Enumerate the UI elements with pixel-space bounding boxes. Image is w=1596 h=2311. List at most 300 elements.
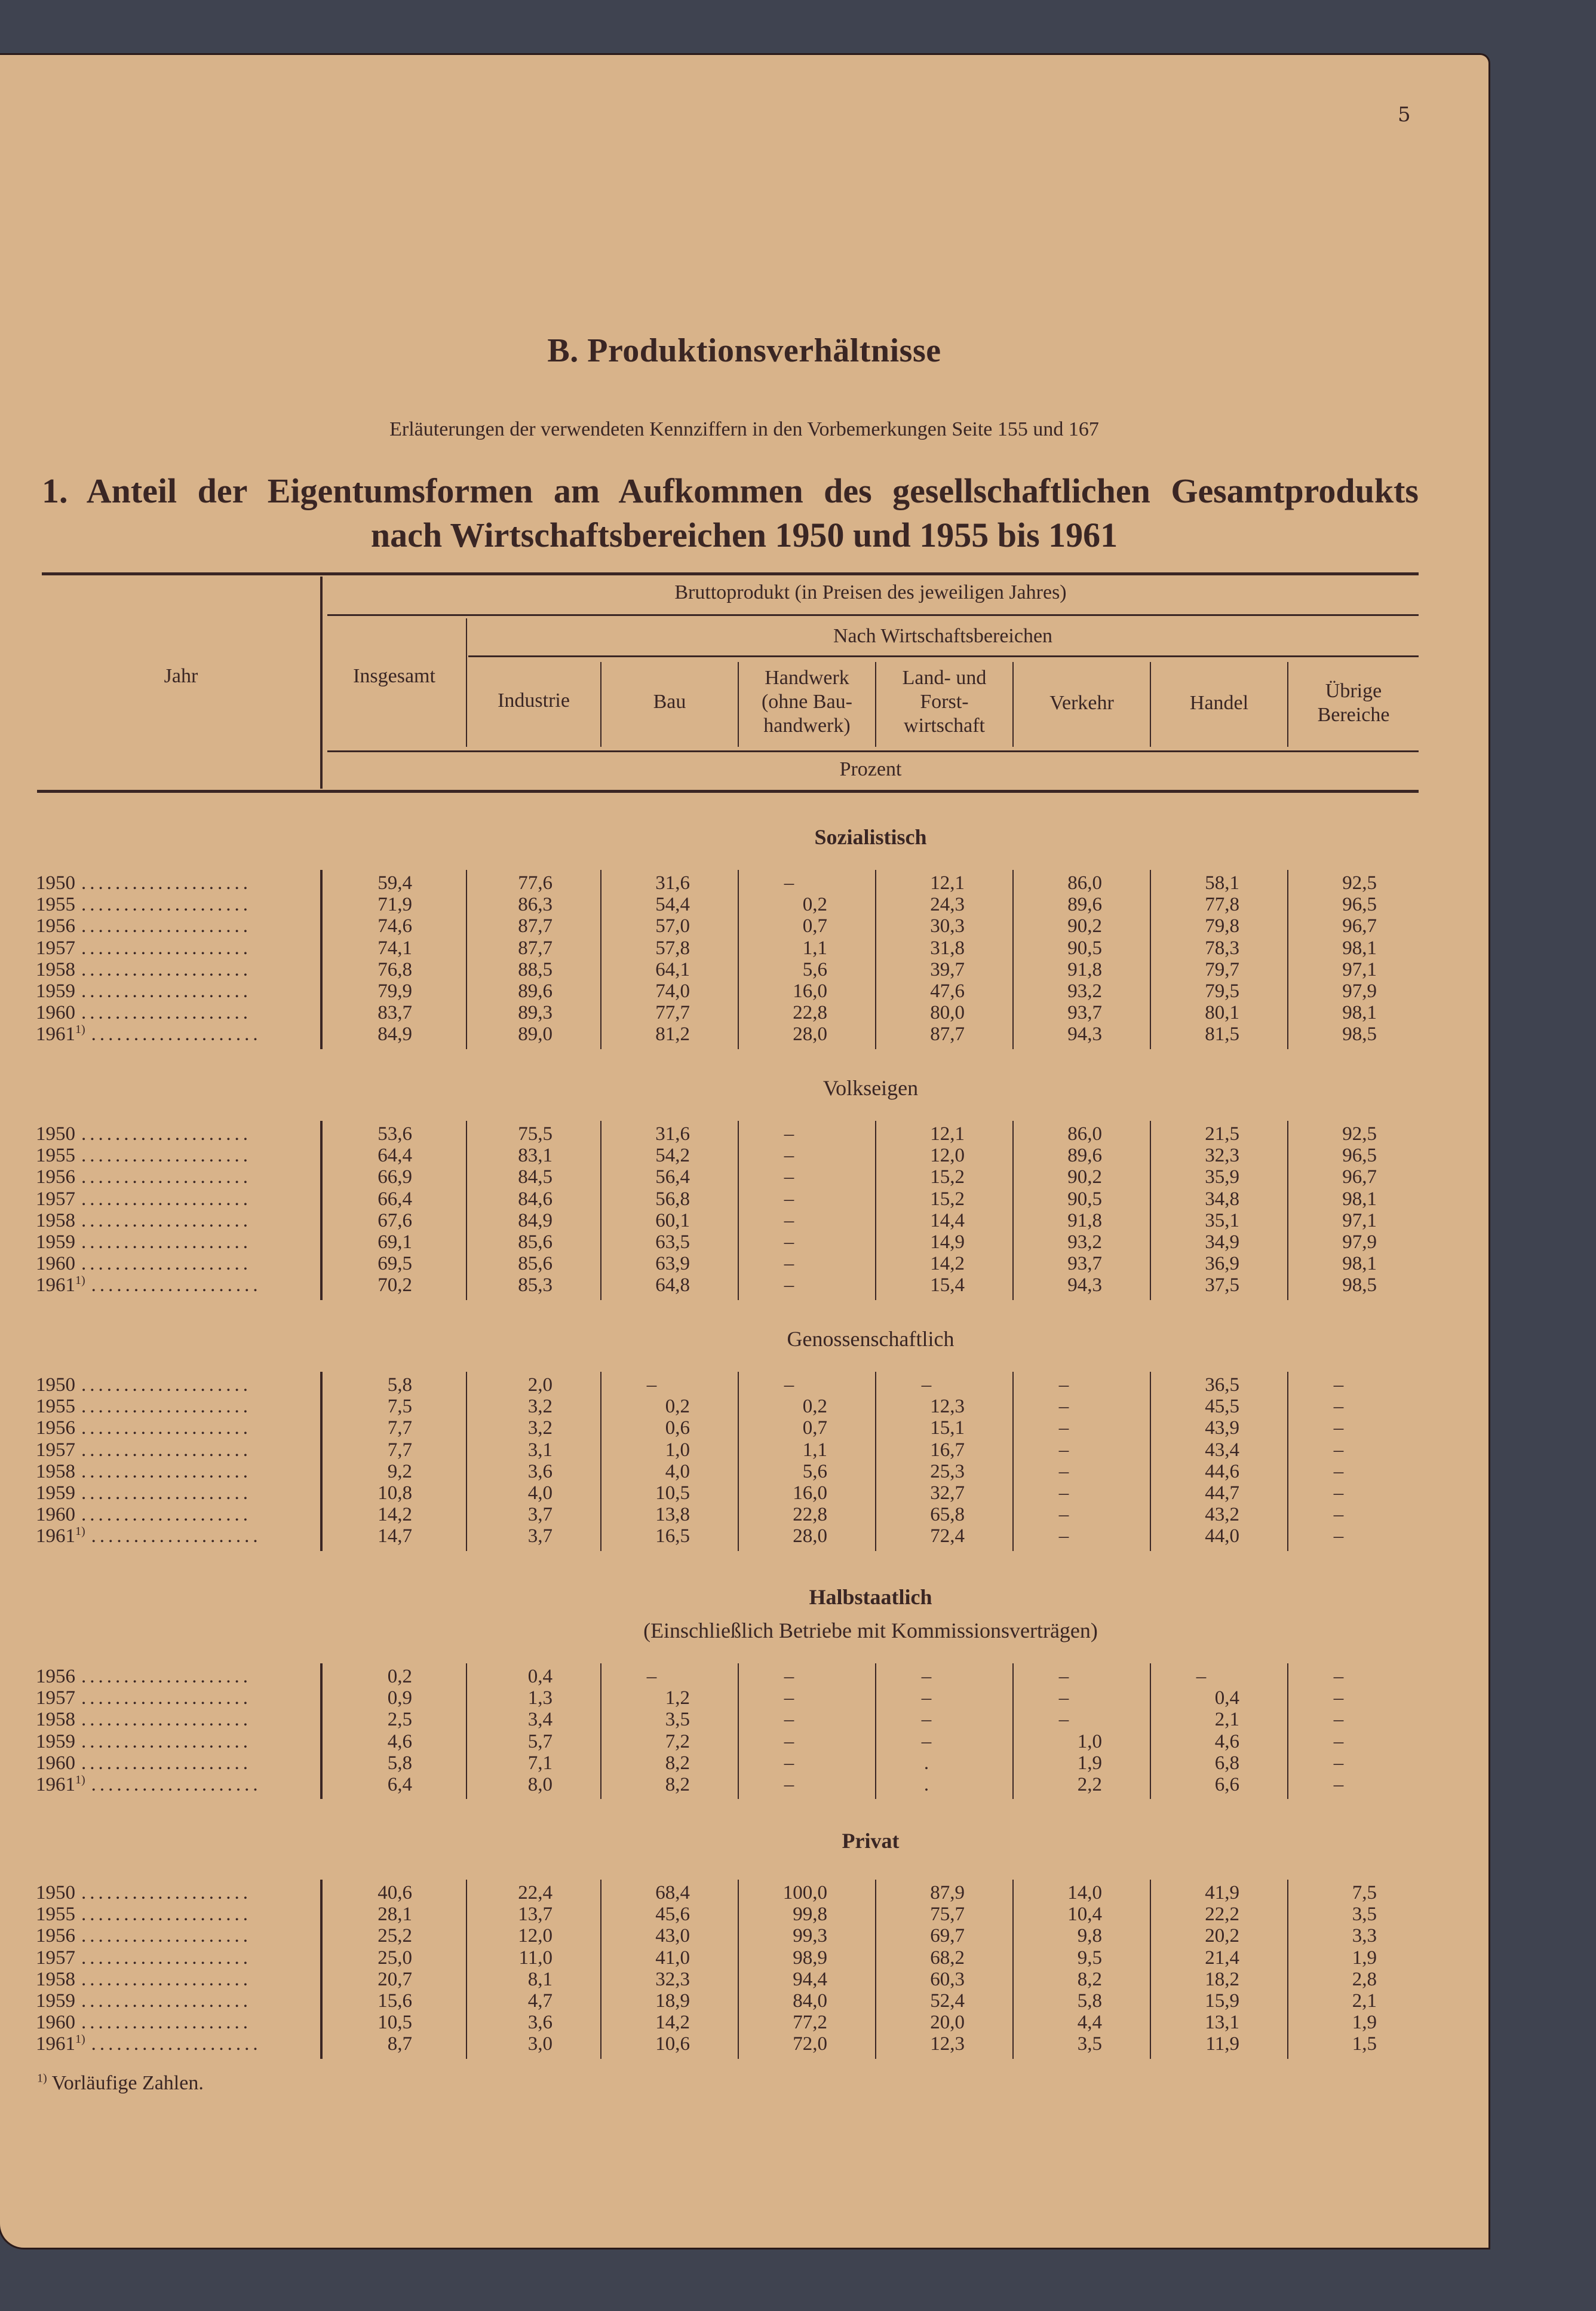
year-label: 1959 [36, 1730, 75, 1752]
table-cell: 12,3 [930, 1396, 965, 1418]
table-cell: – [1058, 1460, 1069, 1482]
table-cell: – [921, 1709, 932, 1731]
table-row [36, 1461, 1422, 1482]
table-cell: 44,7 [1205, 1482, 1239, 1504]
table-cell: – [1333, 1396, 1344, 1418]
table-cell: 57,8 [655, 937, 690, 959]
table-cell: – [784, 1253, 794, 1275]
table-cell: 12,3 [930, 2033, 965, 2055]
row-year [36, 1274, 287, 1296]
table-cell: 5,7 [527, 1730, 553, 1752]
table-cell: 9,5 [1077, 1947, 1102, 1969]
section-title: B. Produktionsverhältnisse [547, 332, 941, 369]
table-cell: 22,2 [1205, 1904, 1239, 1926]
table-cell: – [1333, 1504, 1344, 1526]
header-handwerk-line: handwerk) [763, 715, 851, 737]
table-cell: 22,4 [518, 1882, 553, 1904]
leader-dots: .................... [81, 1666, 251, 1687]
row-year [36, 2033, 287, 2055]
table-cell: 97,9 [1342, 1231, 1377, 1253]
table-cell: 85,6 [518, 1253, 553, 1275]
table-cell: 96,5 [1342, 1145, 1377, 1167]
table-cell: 4,7 [527, 1990, 553, 2012]
table-cell: 77,8 [1205, 894, 1239, 916]
table-cell: 20,7 [377, 1968, 412, 1990]
table-row [36, 1231, 1422, 1253]
table-cell: – [784, 1730, 794, 1752]
table-row [36, 1752, 1422, 1774]
table-cell: 3,0 [527, 2033, 553, 2055]
table-cell: – [1333, 1439, 1344, 1461]
table-cell: 15,1 [930, 1417, 965, 1439]
leader-dots: .................... [81, 1231, 251, 1253]
table-cell: – [784, 1752, 794, 1774]
rule-below-bruttoprodukt [327, 614, 1419, 616]
row-year [36, 1002, 287, 1023]
table-cell: 68,2 [930, 1947, 965, 1969]
table-row [36, 1210, 1422, 1231]
table-cell: 37,5 [1205, 1274, 1239, 1297]
table-cell: 64,4 [377, 1145, 412, 1167]
table-cell: 39,7 [930, 958, 965, 980]
table-cell: 70,2 [377, 1274, 412, 1297]
table-cell: 72,4 [930, 1525, 965, 1547]
table-row [36, 2012, 1422, 2033]
table-cell: 90,5 [1067, 937, 1102, 959]
table-cell: 4,0 [527, 1482, 553, 1504]
table-cell: 34,9 [1205, 1231, 1239, 1253]
table-cell: 14,9 [930, 1231, 965, 1253]
table-cell: 63,9 [655, 1253, 690, 1275]
table-cell: 16,5 [655, 1525, 690, 1547]
row-year [36, 1882, 287, 1904]
table-cell: 9,8 [1077, 1925, 1102, 1947]
table-cell: – [1333, 1774, 1344, 1795]
leader-dots: .................... [91, 1274, 262, 1297]
row-year [36, 1731, 287, 1752]
table-cell: 87,7 [518, 915, 553, 937]
table-cell: 79,5 [1205, 980, 1239, 1002]
table-row [36, 1709, 1422, 1730]
table-cell: 0,6 [665, 1417, 690, 1439]
block-title: Halbstaatlich [809, 1585, 932, 1609]
header-bruttoprodukt: Bruttoprodukt (in Preisen des jeweiligen Jahres) [674, 581, 1067, 603]
table-row [36, 1947, 1422, 1969]
table-cell: 10,5 [655, 1482, 690, 1504]
row-year [36, 1374, 287, 1396]
table-cell: 7,7 [387, 1439, 412, 1461]
table-cell: 58,1 [1205, 872, 1239, 894]
table-row [36, 2033, 1422, 2055]
table-cell: 15,2 [930, 1188, 965, 1210]
row-year [36, 2012, 287, 2033]
table-row [36, 1374, 1422, 1396]
year-label: 1961 [36, 1023, 75, 1046]
table-cell: 32,3 [1205, 1145, 1239, 1167]
row-year [36, 1752, 287, 1774]
table-cell: 53,6 [377, 1123, 412, 1145]
year-label: 1958 [36, 958, 75, 980]
leader-dots: .................... [81, 1188, 251, 1210]
leader-dots: .................... [81, 1482, 251, 1504]
table-cell: 13,1 [1205, 2012, 1239, 2034]
table-cell: 99,8 [793, 1904, 827, 1926]
table-cell: 31,8 [930, 937, 965, 959]
table-cell: – [1333, 1460, 1344, 1482]
table-row [36, 1925, 1422, 1947]
leader-dots: .................... [91, 2033, 262, 2055]
table-cell: 74,1 [377, 937, 412, 959]
table-cell: 22,8 [793, 1002, 827, 1024]
row-year [36, 1123, 287, 1145]
table-cell: 66,9 [377, 1166, 412, 1188]
table-cell: 90,5 [1067, 1188, 1102, 1210]
header-uebrige [1288, 679, 1419, 727]
row-year [36, 1525, 287, 1547]
table-cell: 98,5 [1342, 1274, 1377, 1297]
year-label: 1950 [36, 1123, 75, 1145]
table-cell: 77,2 [793, 2012, 827, 2034]
table-cell: – [784, 1666, 794, 1687]
year-label: 1959 [36, 1990, 75, 2012]
top-rule [42, 572, 1419, 575]
header-verkehr: Verkehr [1049, 692, 1114, 714]
table-cell: 88,5 [518, 958, 553, 980]
table-cell: 34,8 [1205, 1188, 1239, 1210]
table-cell: – [1058, 1396, 1069, 1418]
leader-dots: .................... [81, 1882, 251, 1904]
table-row [36, 1882, 1422, 1904]
table-row [36, 1417, 1422, 1439]
table-cell: 1,5 [1352, 2033, 1377, 2055]
table-cell: 12,1 [930, 872, 965, 894]
table-row [36, 980, 1422, 1002]
leader-dots: .................... [91, 1023, 262, 1046]
table-cell: 96,7 [1342, 915, 1377, 937]
header-uebrige-line: Bereiche [1317, 704, 1390, 726]
leader-dots: .................... [81, 1709, 251, 1731]
table-row [36, 1525, 1422, 1547]
table-cell: 3,7 [527, 1525, 553, 1547]
footnote-text: Vorläufige Zahlen. [51, 2072, 204, 2094]
table-cell: 5,8 [387, 1374, 412, 1396]
table-row [36, 1969, 1422, 1990]
row-year [36, 1253, 287, 1274]
table-cell: 54,2 [655, 1145, 690, 1167]
table-row [36, 1023, 1422, 1045]
header-land-forst [876, 666, 1012, 738]
table-cell: 1,1 [802, 937, 827, 959]
block-title: Volkseigen [822, 1076, 919, 1100]
footnote-marker: 1) [75, 1274, 85, 1288]
table-cell: 3,5 [665, 1709, 690, 1731]
table-cell: 99,3 [793, 1925, 827, 1947]
table-cell: 2,5 [387, 1709, 412, 1731]
table-cell: 14,2 [655, 2012, 690, 2034]
table-cell: 6,8 [1214, 1752, 1239, 1774]
table-cell: 69,7 [930, 1925, 965, 1947]
table-cell: – [921, 1687, 932, 1709]
table-cell: 44,0 [1205, 1525, 1239, 1547]
table-cell: 1,2 [665, 1687, 690, 1709]
row-year [36, 1687, 287, 1709]
row-year [36, 894, 287, 915]
year-label: 1950 [36, 872, 75, 894]
table-cell: 64,8 [655, 1274, 690, 1297]
table-cell: 89,3 [518, 1002, 553, 1024]
table-cell: 31,6 [655, 1123, 690, 1145]
year-label: 1958 [36, 1209, 75, 1231]
table-cell: 92,5 [1342, 872, 1377, 894]
year-label: 1959 [36, 980, 75, 1002]
table-cell: 41,9 [1205, 1882, 1239, 1904]
table-row [36, 1439, 1422, 1461]
block-title: Sozialistisch [814, 825, 927, 849]
leader-dots: .................... [81, 958, 251, 980]
table-cell: 28,0 [793, 1023, 827, 1046]
leader-dots: .................... [81, 1730, 251, 1752]
table-cell: 13,8 [655, 1504, 690, 1526]
table-cell: 96,5 [1342, 894, 1377, 916]
table-row [36, 1904, 1422, 1925]
leader-dots: .................... [81, 1968, 251, 1990]
table-cell: 47,6 [930, 980, 965, 1002]
table-cell: 87,7 [518, 937, 553, 959]
year-label: 1958 [36, 1709, 75, 1731]
table-cell: 18,2 [1205, 1968, 1239, 1990]
header-handwerk-line: (ohne Bau- [761, 691, 852, 713]
table-cell: 8,0 [527, 1774, 553, 1795]
table-cell: 2,1 [1214, 1709, 1239, 1731]
year-label: 1961 [36, 1525, 75, 1547]
leader-dots: .................... [81, 1417, 251, 1439]
table-cell: 60,1 [655, 1209, 690, 1231]
row-year [36, 1709, 287, 1730]
table-cell: 7,2 [665, 1730, 690, 1752]
table-cell: 1,9 [1352, 2012, 1377, 2034]
table-cell: 36,9 [1205, 1253, 1239, 1275]
table-cell: 12,1 [930, 1123, 965, 1145]
table-cell: 9,2 [387, 1460, 412, 1482]
table-cell: 93,7 [1067, 1002, 1102, 1024]
year-label: 1957 [36, 937, 75, 959]
header-jahr: Jahr [164, 665, 198, 687]
footnote [37, 2072, 204, 2095]
table-row [36, 959, 1422, 980]
row-year [36, 1461, 287, 1482]
table-cell: 15,9 [1205, 1990, 1239, 2012]
header-land-line: Forst- [920, 691, 969, 713]
header-handel: Handel [1189, 692, 1249, 714]
table-cell: 31,6 [655, 872, 690, 894]
table-cell: 7,5 [1352, 1882, 1377, 1904]
table-cell: 86,0 [1067, 1123, 1102, 1145]
leader-dots: .................... [81, 1904, 251, 1926]
table-row [36, 1274, 1422, 1296]
table-cell: 30,3 [930, 915, 965, 937]
table-cell: 16,0 [793, 1482, 827, 1504]
year-label: 1955 [36, 1145, 75, 1167]
table-cell: 98,1 [1342, 1002, 1377, 1024]
table-cell: 94,3 [1067, 1274, 1102, 1297]
table-cell: 86,0 [1067, 872, 1102, 894]
table-cell: – [1333, 1417, 1344, 1439]
table-row [36, 1687, 1422, 1709]
leader-dots: .................... [81, 1253, 251, 1275]
table-cell: 79,7 [1205, 958, 1239, 980]
table-cell: 8,1 [527, 1968, 553, 1990]
leader-dots: .................... [91, 1774, 262, 1795]
year-label: 1961 [36, 1774, 75, 1795]
table-cell: 16,7 [930, 1439, 965, 1461]
row-year [36, 1904, 287, 1925]
table-cell: 1,0 [1077, 1730, 1102, 1752]
leader-dots: .................... [81, 1990, 251, 2012]
table-cell: 10,8 [377, 1482, 412, 1504]
table-cell: – [921, 1374, 932, 1396]
table-cell: – [1058, 1525, 1069, 1547]
row-year [36, 1417, 287, 1439]
table-cell: 21,5 [1205, 1123, 1239, 1145]
table-cell: – [1333, 1709, 1344, 1731]
table-cell: 3,2 [527, 1396, 553, 1418]
table-cell: – [1196, 1666, 1207, 1687]
year-label: 1960 [36, 1504, 75, 1526]
table-title-line-2: nach Wirtschaftsbereichen 1950 und 1955 bis 1961 [370, 516, 1118, 554]
table-cell: 98,1 [1342, 1253, 1377, 1275]
row-year [36, 937, 287, 959]
leader-dots: .................... [81, 937, 251, 959]
table-cell: – [1333, 1525, 1344, 1547]
table-cell: 79,9 [377, 980, 412, 1002]
table-cell: 1,3 [527, 1687, 553, 1709]
table-cell: 32,7 [930, 1482, 965, 1504]
table-cell: – [1333, 1730, 1344, 1752]
year-label: 1960 [36, 1002, 75, 1024]
table-cell: 3,3 [1352, 1925, 1377, 1947]
table-cell: 3,2 [527, 1417, 553, 1439]
table-cell: 0,7 [802, 1417, 827, 1439]
header-land-line: wirtschaft [904, 715, 985, 737]
table-cell: 1,9 [1352, 1947, 1377, 1969]
table-cell: 3,1 [527, 1439, 553, 1461]
table-cell: 3,7 [527, 1504, 553, 1526]
table-cell: 2,8 [1352, 1968, 1377, 1990]
year-label: 1960 [36, 2012, 75, 2034]
row-year [36, 1774, 287, 1795]
table-cell: 45,6 [655, 1904, 690, 1926]
year-label: 1956 [36, 1417, 75, 1439]
year-label: 1955 [36, 1904, 75, 1926]
table-cell: 3,6 [527, 1460, 553, 1482]
table-row [36, 872, 1422, 894]
table-row [36, 894, 1422, 915]
table-cell: 78,3 [1205, 937, 1239, 959]
table-cell: 89,6 [1067, 1145, 1102, 1167]
table-cell: 43,4 [1205, 1439, 1239, 1461]
table-cell: 93,7 [1067, 1253, 1102, 1275]
table-cell: – [1333, 1374, 1344, 1396]
row-year [36, 1188, 287, 1210]
table-cell: – [646, 1666, 657, 1687]
table-row [36, 1482, 1422, 1504]
year-label: 1956 [36, 1925, 75, 1947]
table-cell: 91,8 [1067, 958, 1102, 980]
leader-dots: .................... [81, 915, 251, 937]
leader-dots: .................... [81, 1439, 251, 1461]
header-handwerk [739, 666, 875, 738]
table-cell: 3,5 [1352, 1904, 1377, 1926]
table-cell: 0,2 [665, 1396, 690, 1418]
table-cell: 89,0 [518, 1023, 553, 1046]
table-cell: 14,7 [377, 1525, 412, 1547]
table-cell: 20,0 [930, 2012, 965, 2034]
table-row [36, 1396, 1422, 1417]
table-row [36, 1145, 1422, 1166]
table-cell: 63,5 [655, 1231, 690, 1253]
table-cell: 1,1 [802, 1439, 827, 1461]
table-cell: 74,0 [655, 980, 690, 1002]
rule-below-nach-wirtschaftsbereichen [468, 655, 1419, 657]
table-cell: 6,6 [1214, 1774, 1239, 1795]
table-cell: 36,5 [1205, 1374, 1239, 1396]
table-cell: 4,4 [1077, 2012, 1102, 2034]
leader-dots: .................... [81, 872, 251, 894]
row-year [36, 1969, 287, 1990]
table-cell: 83,1 [518, 1145, 553, 1167]
table-cell: 98,1 [1342, 937, 1377, 959]
table-cell: 18,9 [655, 1990, 690, 2012]
table-cell: 87,9 [930, 1882, 965, 1904]
table-cell: 69,5 [377, 1253, 412, 1275]
table-cell: 94,3 [1067, 1023, 1102, 1046]
year-label: 1950 [36, 1882, 75, 1904]
table-cell: 60,3 [930, 1968, 965, 1990]
year-label: 1959 [36, 1482, 75, 1504]
leader-dots: .................... [81, 1504, 251, 1526]
footnote-marker: 1) [75, 1774, 85, 1786]
table-row [36, 1166, 1422, 1188]
table-cell: 81,2 [655, 1023, 690, 1046]
row-year [36, 1925, 287, 1947]
table-cell: – [1058, 1666, 1069, 1687]
table-cell: 91,8 [1067, 1209, 1102, 1231]
table-cell: 96,7 [1342, 1166, 1377, 1188]
row-year [36, 1439, 287, 1461]
table-cell: 3,5 [1077, 2033, 1102, 2055]
table-cell: 7,7 [387, 1417, 412, 1439]
table-cell: 2,0 [527, 1374, 553, 1396]
table-cell: 80,0 [930, 1002, 965, 1024]
table-cell: – [1058, 1482, 1069, 1504]
table-cell: – [1333, 1482, 1344, 1504]
table-cell: 41,0 [655, 1947, 690, 1969]
table-cell: 71,9 [377, 894, 412, 916]
table-cell: 2,2 [1077, 1774, 1102, 1795]
table-cell: . [923, 1752, 929, 1774]
table-cell: 92,5 [1342, 1123, 1377, 1145]
table-cell: 43,2 [1205, 1504, 1239, 1526]
table-cell: 0,7 [802, 915, 827, 937]
year-label: 1955 [36, 894, 75, 916]
leader-dots: .................... [81, 1002, 251, 1024]
table-cell: 66,4 [377, 1188, 412, 1210]
table-cell: 4,6 [387, 1730, 412, 1752]
table-cell: 40,6 [377, 1882, 412, 1904]
table-cell: 56,8 [655, 1188, 690, 1210]
table-cell: 84,9 [518, 1209, 553, 1231]
header-uebrige-line: Übrige [1325, 680, 1382, 702]
